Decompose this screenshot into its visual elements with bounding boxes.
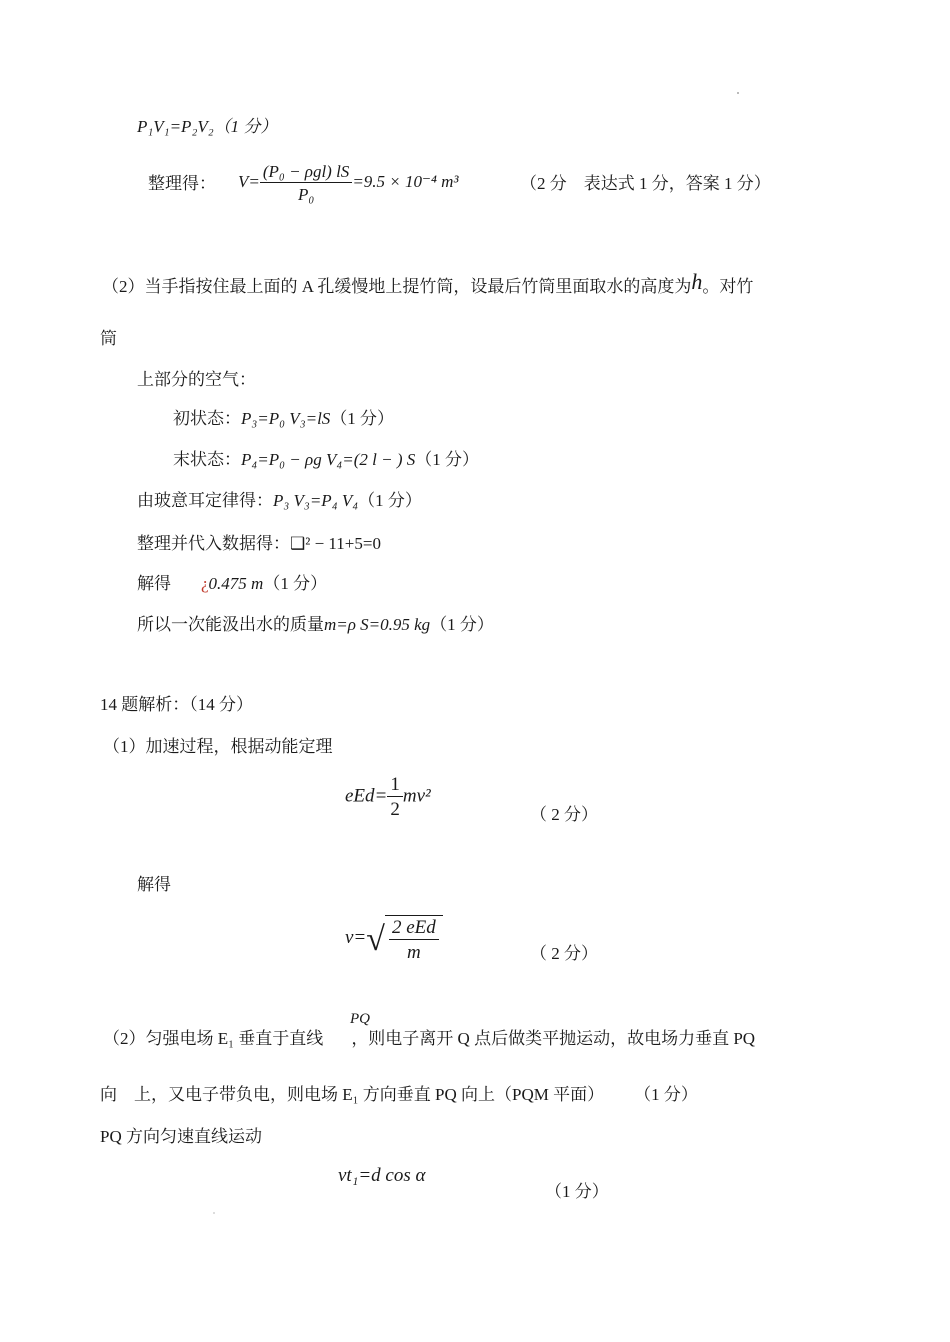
mass-label: 所以一次能汲出水的质量 bbox=[137, 615, 324, 634]
eq1-score: （ 2 分） bbox=[530, 805, 598, 824]
quadratic-formula: ❑² − 11+5=0 bbox=[290, 534, 381, 553]
eq2-left: v= bbox=[345, 926, 367, 948]
upper-air-label: 上部分的空气： bbox=[137, 370, 256, 389]
score-note: （2 分 表达式 1 分，答案 1 分） bbox=[520, 174, 771, 193]
initial-state bbox=[173, 410, 394, 427]
part-2-intro bbox=[102, 269, 754, 296]
solution-value: 0.475 m bbox=[208, 574, 264, 593]
scan-dot bbox=[737, 92, 739, 94]
final-state-score: （1 分） bbox=[415, 450, 479, 469]
scan-dot bbox=[213, 1212, 215, 1214]
equation-uniform-motion: vt₁=d cos α bbox=[338, 1165, 426, 1186]
part-2-line-1-tail: ，则电子离开 Q 点后做类平抛运动，故电场力垂直 PQ bbox=[351, 1029, 756, 1048]
volume-result: =9.5 × 10⁻⁴ m³ bbox=[352, 171, 459, 191]
boyle-law-formula: P₃ V₃=P₄ V₄ bbox=[273, 491, 359, 510]
part-1-intro: （1）加速过程，根据动能定理 bbox=[103, 737, 333, 756]
mass-score: （1 分） bbox=[430, 615, 494, 634]
fraction-velocity bbox=[389, 918, 439, 962]
substitution-line bbox=[137, 535, 381, 552]
part-2-line-2 bbox=[100, 1086, 698, 1103]
equation-velocity bbox=[345, 915, 443, 962]
pq-motion-label: PQ 方向匀速直线运动 bbox=[100, 1127, 262, 1146]
fraction bbox=[260, 163, 352, 203]
eq1-left: eEd= bbox=[345, 785, 388, 807]
label-organize: 整理得： bbox=[148, 174, 216, 193]
equation-boyle-1: P₁V₁=P₂V₂（1 分） bbox=[137, 117, 278, 136]
part-2-line-2-score: （1 分） bbox=[634, 1085, 698, 1104]
final-state bbox=[173, 451, 479, 468]
fraction-velocity-num: 2 eEd bbox=[389, 918, 439, 940]
fraction-velocity-den: m bbox=[406, 942, 421, 963]
initial-state-formula: P₃=P₀ V₃=lS bbox=[241, 409, 331, 428]
fraction-half-num: 1 bbox=[387, 775, 403, 797]
sqrt-expression: √ $\frac{\text{2 eEd}}{m}$ bbox=[366, 915, 442, 962]
solution-score: （1 分） bbox=[263, 574, 328, 593]
fraction-denominator: P₀ bbox=[297, 185, 315, 204]
pq-label-above: PQ bbox=[350, 1011, 370, 1027]
boyle-law-score: （1 分） bbox=[358, 491, 422, 510]
substitution-label: 整理并代入数据得： bbox=[137, 534, 290, 553]
boyle-law-line bbox=[137, 492, 422, 509]
part-2-line-1-head: （2）匀强电场 E₁ 垂直于直线 bbox=[103, 1029, 324, 1048]
final-state-label: 末状态： bbox=[173, 450, 241, 469]
part-2-line-2-text: 向 上，又电子带负电，则电场 E₁ 方向垂直 PQ 向上（PQM 平面） bbox=[100, 1085, 605, 1104]
mass-line bbox=[137, 616, 494, 633]
part-2-text: （2）当手指按住最上面的 A 孔缓慢地上提竹筒，设最后竹筒里面取水的高度为 bbox=[102, 277, 692, 296]
solve-label: 解得 bbox=[137, 875, 171, 894]
continuation-text: 筒 bbox=[100, 329, 117, 348]
equation-volume: V= $\frac{\text{(P₀ − ρgl) lS}}{\text{P₀}}$ =9.5 × 10⁻⁴ m³ bbox=[238, 162, 459, 204]
fraction-half-den: 2 bbox=[390, 799, 400, 820]
eq3-score: （1 分） bbox=[545, 1182, 609, 1201]
problem-14-header: 14 题解析：（14 分） bbox=[100, 695, 253, 714]
garbled-mark: ¿ bbox=[201, 574, 209, 593]
boyle-law-label: 由玻意耳定律得： bbox=[137, 491, 273, 510]
eq1-right: mv² bbox=[402, 785, 431, 807]
final-state-formula: P₄=P₀ − ρg V₄=(2 l − ) S bbox=[241, 450, 416, 469]
mass-formula: m=ρ S=0.95 kg bbox=[324, 615, 431, 634]
variable-h: h bbox=[691, 269, 703, 294]
fraction-numerator: (P₀ − ρgl) lS bbox=[260, 163, 352, 183]
fraction-half bbox=[387, 775, 403, 819]
part-2-tail: 。对竹 bbox=[702, 277, 754, 296]
solution-label: 解得 bbox=[137, 574, 171, 593]
equation-kinetic-energy bbox=[345, 775, 431, 819]
eq2-score: （ 2 分） bbox=[530, 944, 598, 963]
part-2-line-1 bbox=[103, 1030, 755, 1047]
initial-state-label: 初状态： bbox=[173, 409, 241, 428]
initial-state-score: （1 分） bbox=[330, 409, 395, 428]
solution-line bbox=[137, 575, 327, 592]
